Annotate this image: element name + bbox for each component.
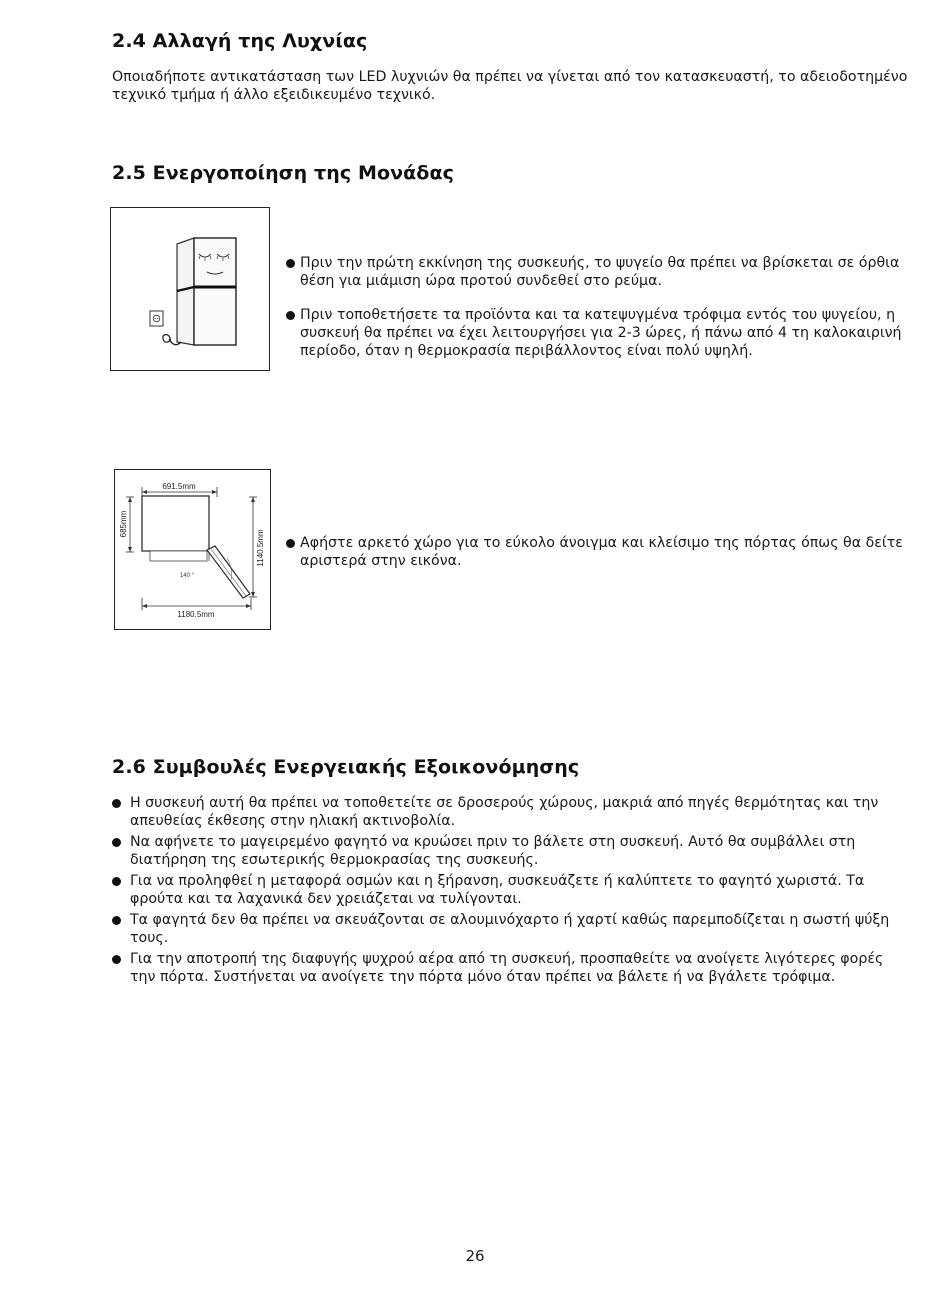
lamp-replacement-text: Οποιαδήποτε αντικατάσταση των LED λυχνιών θα πρέπει να γίνεται από τον κατασκευαστή, το αδειοδοτημένο τεχνικό τμήμα ή άλλο εξειδικευμένο τεχνικό. <box>112 69 908 103</box>
heading-2-4: 2.4 Αλλαγή της Λυχνίας <box>112 30 368 52</box>
energy-saving-tips-list <box>112 794 912 989</box>
total-dimension-label: 1180.5mm <box>177 610 215 619</box>
bullet-door-clearance <box>286 534 906 570</box>
bullet-text: Πριν την πρώτη εκκίνηση της συσκευής, το ψυγείο θα πρέπει να βρίσκεται σε όρθια θέση για μιάμιση ώρα προτού συνδεθεί στο ρεύμα. <box>300 255 900 289</box>
bullet-upright-wait <box>286 254 906 290</box>
list-item <box>112 911 912 947</box>
list-item-text: Για να προληφθεί η μεταφορά οσμών και η ξήρανση, συσκευάζετε ή καλύπτετε το φαγητό χωριστά. Τα φρούτα και τα λαχανικά δεν χρειάζεται να τυλίγονται. <box>130 873 865 907</box>
bullet-dot-icon <box>112 877 121 886</box>
list-item <box>112 833 912 869</box>
list-item-text: Για την αποτροπή της διαφυγής ψυχρού αέρα από τη συσκευή, προσπαθείτε να ανοίγετε λιγότερες φορές την πόρτα. Συστήνεται να ανοίγετε την πόρτα μόνο όταν πρέπει να βάλετε ή να βγάλετε τρόφιμα. <box>130 951 884 985</box>
bullet-dot-icon <box>286 539 295 548</box>
bullet-dot-icon <box>112 916 121 925</box>
list-item <box>112 794 912 830</box>
door-clearance-drawing <box>115 470 270 629</box>
list-item <box>112 872 912 908</box>
page-number: 26 <box>465 1247 485 1265</box>
bullet-run-before-loading <box>286 306 906 360</box>
list-item <box>112 950 912 986</box>
bullet-dot-icon <box>286 311 295 320</box>
door-angle-label: 140 ° <box>179 573 195 579</box>
height-dimension-label: 1140.5mm <box>256 529 265 567</box>
bullet-dot-icon <box>112 838 121 847</box>
bullet-text: Πριν τοποθετήσετε τα προϊόντα και τα κατεψυγμένα τρόφιμα εντός του ψυγείου, η συσκευή θα πρέπει να έχει λειτουργήσει για 2-3 ώρες, ή πάνω από 4 τη καλοκαιρινή περίοδο, όταν η θερμοκρασία περιβάλλοντος είναι πολύ υψηλή. <box>300 307 902 359</box>
fridge-illustration-icon <box>111 208 269 370</box>
bullet-dot-icon <box>286 259 295 268</box>
fridge-unpacked-illustration <box>110 207 270 371</box>
width-dimension-label: 691.5mm <box>162 482 196 491</box>
depth-dimension-label: 685mm <box>119 510 128 538</box>
heading-2-5: 2.5 Ενεργοποίηση της Μονάδας <box>112 162 454 184</box>
bullet-text: Αφήστε αρκετό χώρο για το εύκολο άνοιγμα και κλείσιμο της πόρτας όπως θα δείτε αριστερά στην εικόνα. <box>300 535 903 569</box>
bullet-dot-icon <box>112 955 121 964</box>
heading-2-6: 2.6 Συμβουλές Ενεργειακής Εξοικονόμησης <box>112 756 580 778</box>
list-item-text: Η συσκευή αυτή θα πρέπει να τοποθετείτε σε δροσερούς χώρους, μακριά από πηγές θερμότητας και την απευθείας έκθεσης στην ηλιακή ακτινοβολία. <box>130 795 879 829</box>
list-item-text: Τα φαγητά δεν θα πρέπει να σκευάζονται σε αλουμινόχαρτο ή χαρτί καθώς παρεμποδίζεται η σωστή ψύξη τους. <box>130 912 890 946</box>
list-item-text: Να αφήνετε το μαγειρεμένο φαγητό να κρυώσει πριν το βάλετε στη συσκευή. Αυτό θα συμβάλλει στη διατήρηση της εσωτερικής θερμοκρασίας της συσκευής. <box>130 834 856 868</box>
door-clearance-diagram <box>114 469 271 630</box>
bullet-dot-icon <box>112 799 121 808</box>
